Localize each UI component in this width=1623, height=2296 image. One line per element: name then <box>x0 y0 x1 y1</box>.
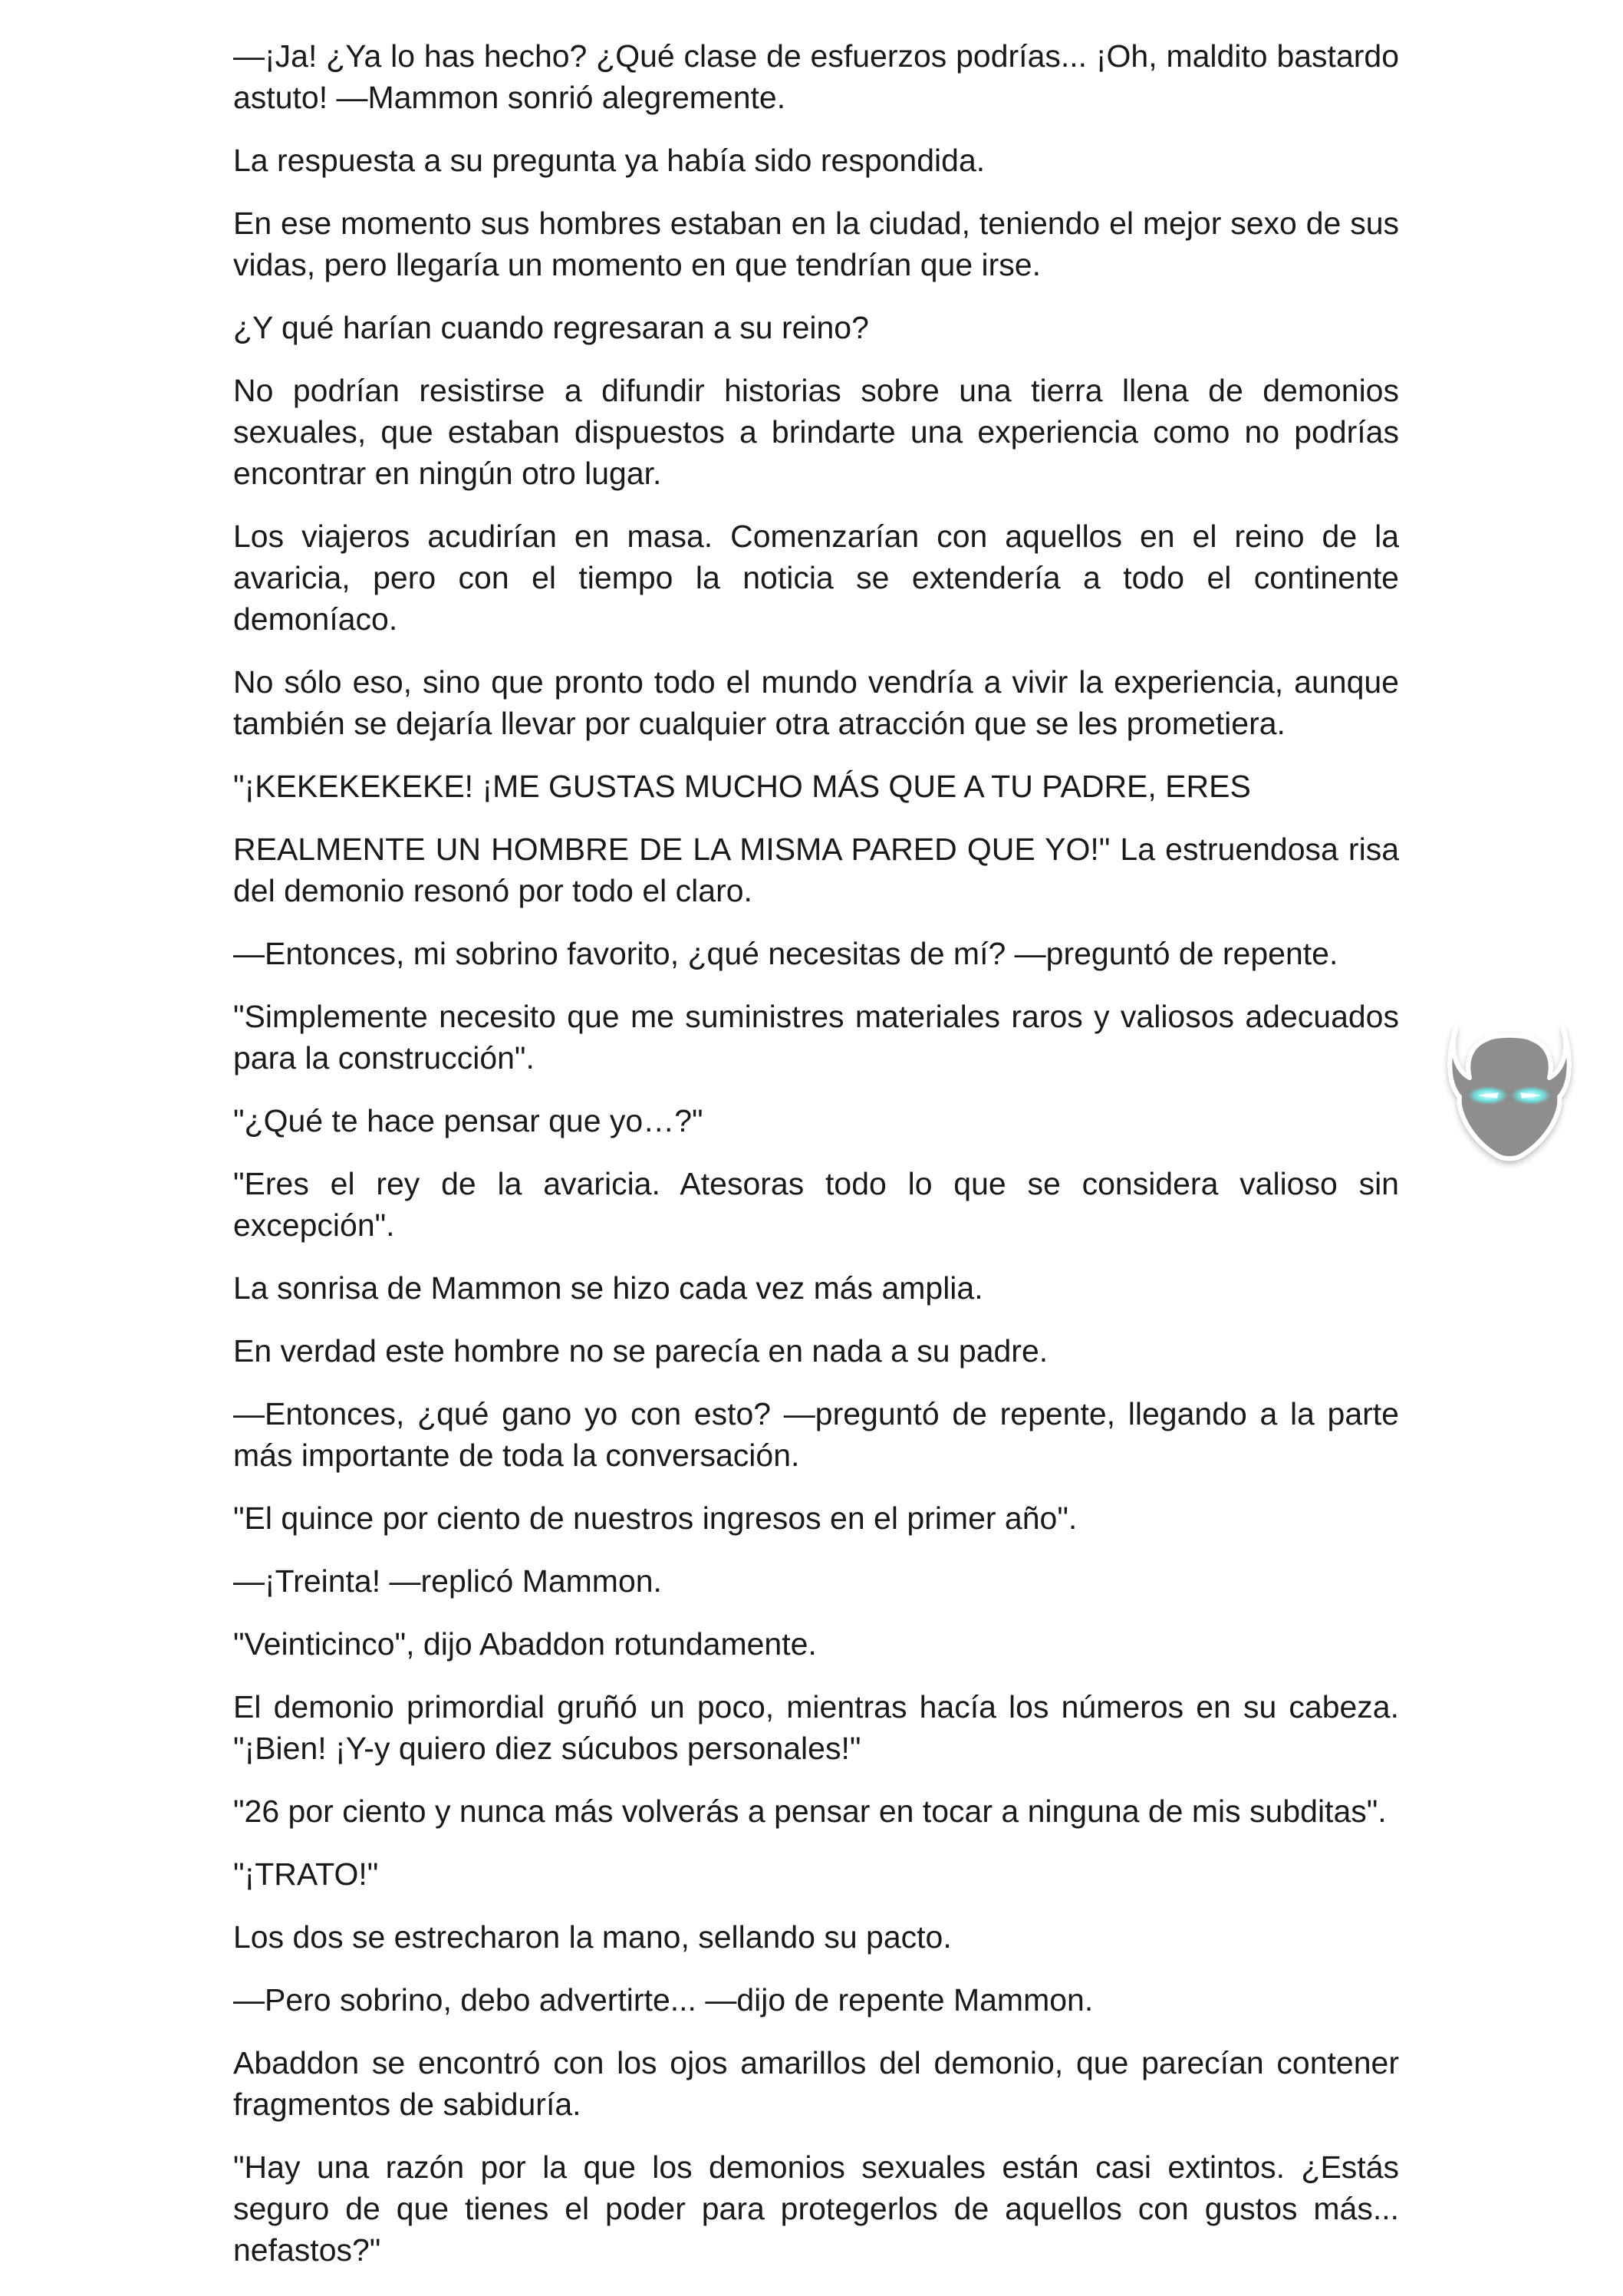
paragraph: —¡Treinta! —replicó Mammon. <box>233 1563 662 1599</box>
paragraph: "26 por ciento y nunca más volverás a pensar en tocar a ninguna de mis subditas". <box>233 1794 1387 1829</box>
paragraph: —¡Ja! ¿Ya lo has hecho? ¿Qué clase de esfuerzos podrías... ¡Oh, maldito bastardo astuto! —Mammon sonrió alegremente. <box>233 38 1399 115</box>
paragraph: —Pero sobrino, debo advertirte... —dijo de repente Mammon. <box>233 1982 1094 2018</box>
paragraph: —Entonces, ¿qué gano yo con esto? —preguntó de repente, llegando a la parte más importante de toda la conversación. <box>233 1396 1399 1473</box>
paragraph: "El quince por ciento de nuestros ingresos en el primer año". <box>233 1500 1078 1536</box>
paragraph: "Veinticinco", dijo Abaddon rotundamente. <box>233 1626 817 1662</box>
paragraph: REALMENTE UN HOMBRE DE LA MISMA PARED QUE YO!" La estruendosa risa del demonio resonó por todo el claro. <box>233 832 1399 908</box>
paragraph: En verdad este hombre no se parecía en nada a su padre. <box>233 1333 1049 1369</box>
paragraph: No sólo eso, sino que pronto todo el mundo vendría a vivir la experiencia, aunque también se dejaría llevar por cualquier otra atracción que se les prometiera. <box>233 664 1399 741</box>
paragraph: "¡KEKEKEKEKE! ¡ME GUSTAS MUCHO MÁS QUE A TU PADRE, ERES <box>233 769 1251 804</box>
document-body <box>233 35 1399 2292</box>
paragraph: "¡TRATO!" <box>233 1856 379 1892</box>
paragraph: No podrían resistirse a difundir historias sobre una tierra llena de demonios sexuales, que estaban dispuestos a brindarte una experiencia como no podrías encontrar en ningún otro lugar. <box>233 373 1399 491</box>
paragraph: "¿Qué te hace pensar que yo…?" <box>233 1103 703 1138</box>
paragraph: Abaddon se encontró con los ojos amarillos del demonio, que parecían contener fragmentos de sabiduría. <box>233 2045 1399 2122</box>
demon-head-icon <box>1433 997 1586 1174</box>
paragraph: "Eres el rey de la avaricia. Atesoras todo lo que se considera valioso sin excepción". <box>233 1166 1399 1243</box>
paragraph: La sonrisa de Mammon se hizo cada vez más amplia. <box>233 1270 983 1306</box>
paragraph: ¿Y qué harían cuando regresaran a su reino? <box>233 310 869 345</box>
paragraph: La respuesta a su pregunta ya había sido respondida. <box>233 143 986 178</box>
paragraph: "Simplemente necesito que me suministres materiales raros y valiosos adecuados para la construcción". <box>233 999 1399 1076</box>
paragraph: "Hay una razón por la que los demonios sexuales están casi extintos. ¿Estás seguro de que tienes el poder para protegerlos de aquellos con gustos más... nefastos?" <box>233 2149 1399 2268</box>
paragraph: El demonio primordial gruñó un poco, mientras hacía los números en su cabeza. "¡Bien! ¡Y-y quiero diez súcubos personales!" <box>233 1689 1399 1766</box>
paragraph: Los dos se estrecharon la mano, sellando su pacto. <box>233 1919 952 1955</box>
paragraph: —Entonces, mi sobrino favorito, ¿qué necesitas de mí? —preguntó de repente. <box>233 936 1338 971</box>
paragraph: Los viajeros acudirían en masa. Comenzarían con aquellos en el reino de la avaricia, pero con el tiempo la noticia se extendería a todo el continente demoníaco. <box>233 519 1399 637</box>
paragraph: En ese momento sus hombres estaban en la ciudad, teniendo el mejor sexo de sus vidas, pero llegaría un momento en que tendrían que irse. <box>233 206 1399 282</box>
